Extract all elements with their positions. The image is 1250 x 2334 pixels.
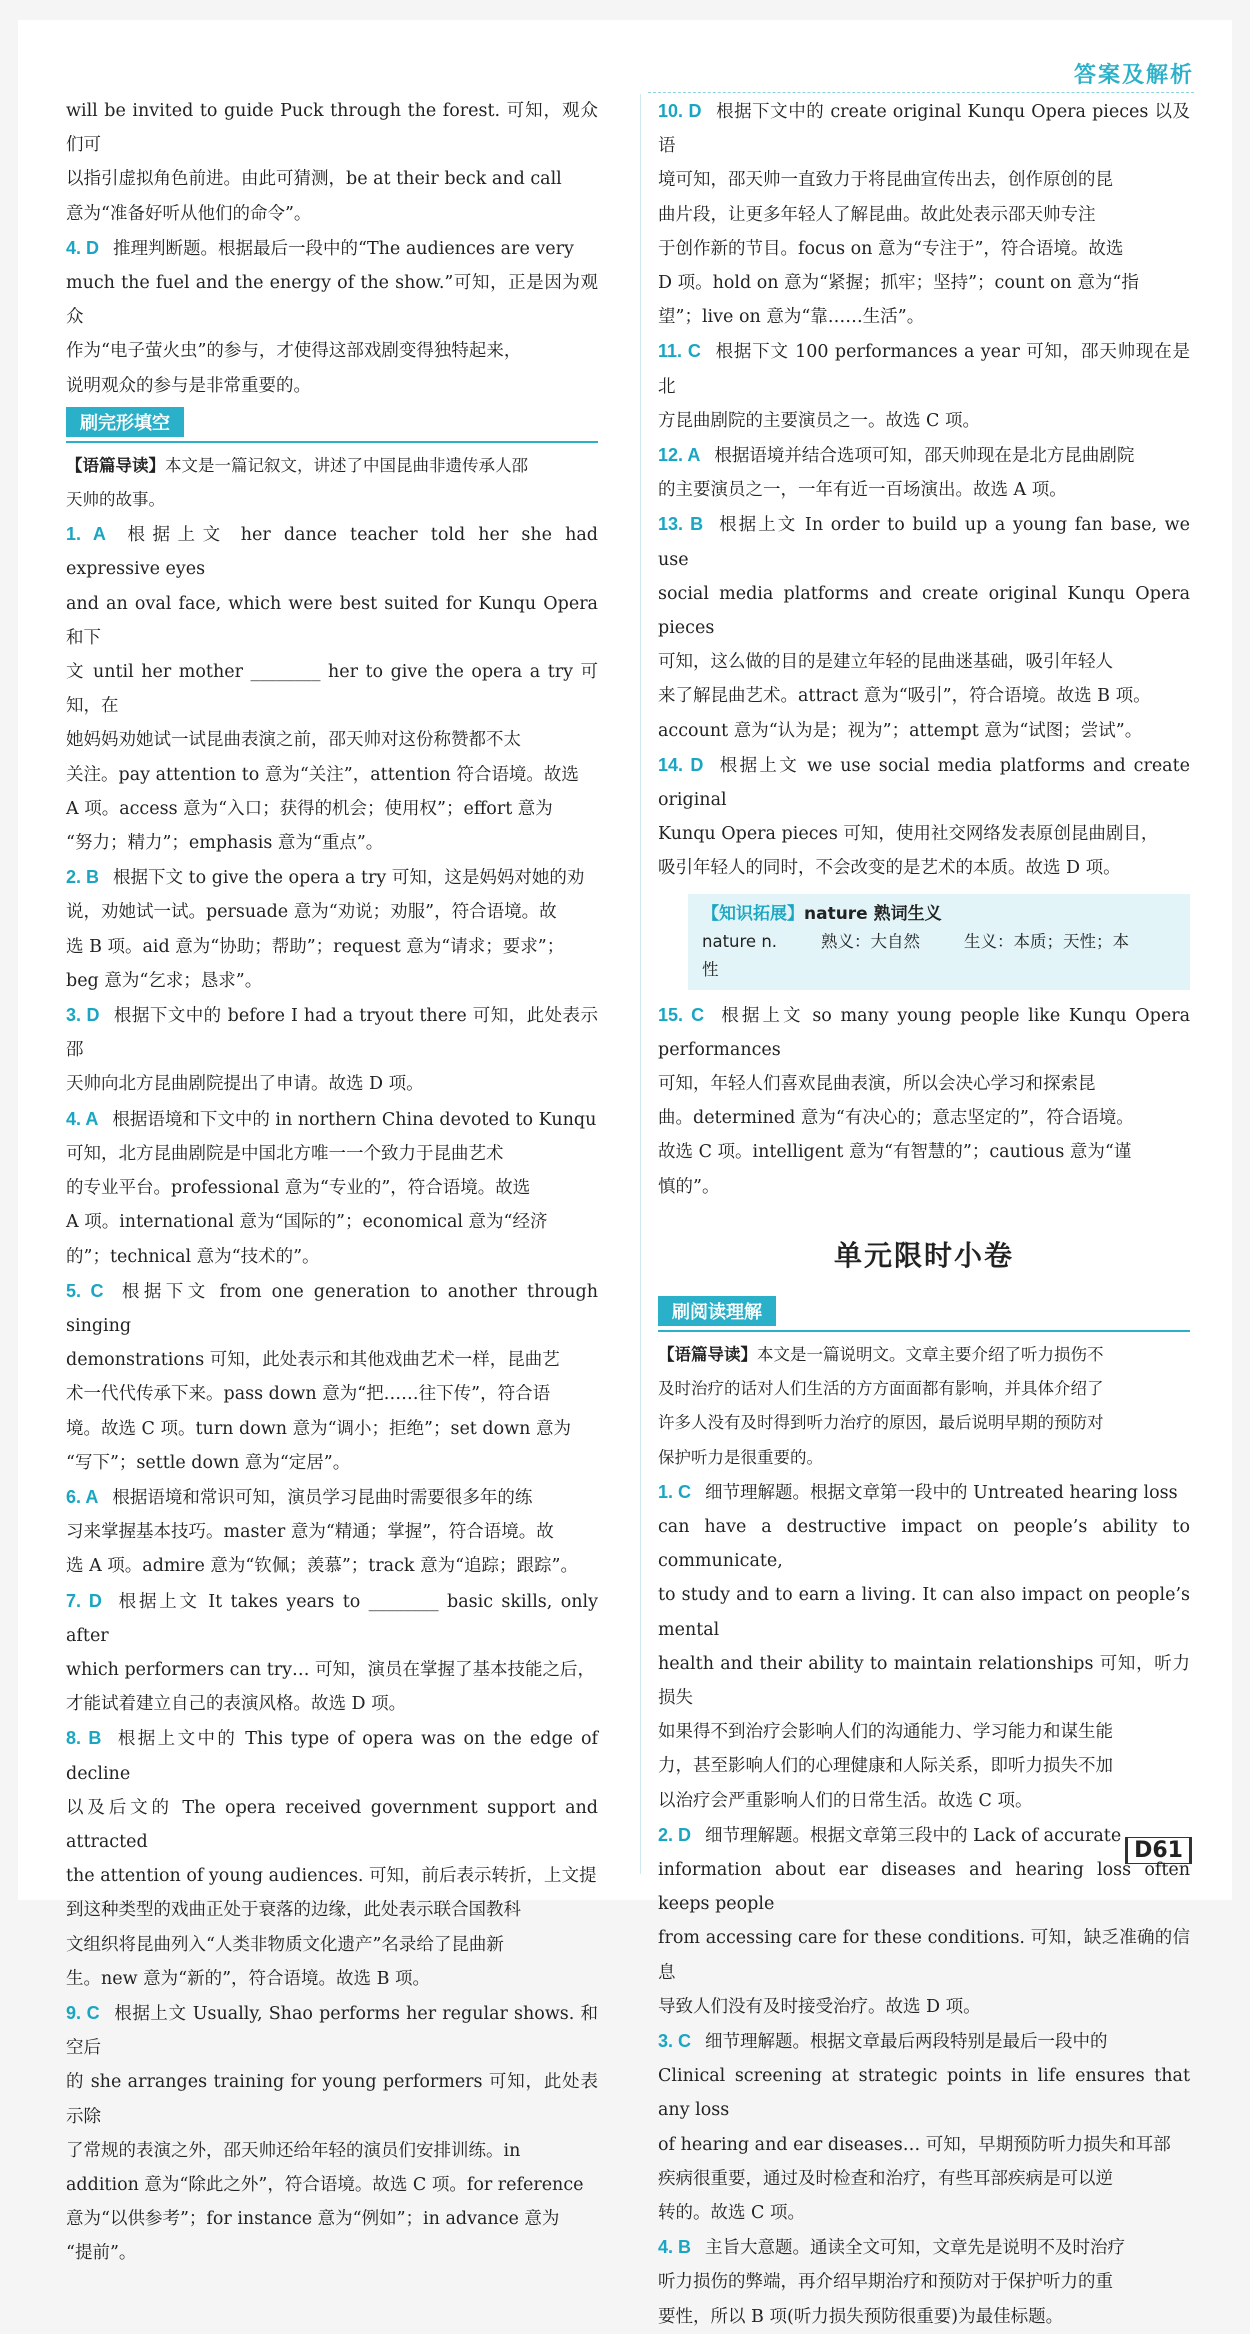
box-title: nature 熟词生义 bbox=[804, 903, 942, 924]
answer-number: 15. C bbox=[658, 1004, 705, 1025]
answer-line: 根据上文 It takes years to ________ basic skills, only after bbox=[66, 1591, 599, 1646]
answer-line: which performers can try… 可知，演员在掌握了基本技能之后， bbox=[66, 1659, 596, 1680]
unit-title: 单元限时小卷 bbox=[833, 1238, 1014, 1272]
intro-line: will be invited to guide Puck through the forest. 可知，观众们可 bbox=[66, 101, 598, 156]
answer-line: 根据下文 to give the opera a try 可知，这是妈妈对她的劝 bbox=[113, 868, 585, 889]
answer-line: 望”；live on 意为“靠……生活”。 bbox=[658, 307, 925, 328]
answer-list bbox=[658, 94, 1190, 886]
answer-line: from accessing care for these conditions. 可知，缺乏准确的信息 bbox=[658, 1928, 1190, 1983]
answer-item bbox=[66, 1584, 598, 1722]
answer-line: 境可知，邵天帅一直致力于将昆曲宣传出去，创作原创的昆 bbox=[658, 170, 1113, 191]
answer-line: 可知，北方昆曲剧院是中国北方唯一一个致力于昆曲艺术 bbox=[66, 1143, 504, 1164]
answer-line: 术一代代传承下来。pass down 意为“把……往下传”，符合语 bbox=[66, 1384, 551, 1405]
answer-item bbox=[66, 998, 598, 1102]
answer-list bbox=[658, 1475, 1190, 2334]
passage-guide bbox=[66, 449, 598, 517]
answer-line: much the fuel and the energy of the show.”可知，正是因为观众 bbox=[66, 273, 598, 328]
header-divider bbox=[648, 92, 1194, 93]
answer-item bbox=[658, 998, 1190, 1204]
answer-line: 根据上文 we use social media platforms and create original bbox=[658, 755, 1190, 811]
answer-item bbox=[66, 1721, 598, 1996]
answer-item bbox=[66, 1274, 598, 1480]
answer-list bbox=[66, 517, 598, 2270]
page bbox=[18, 20, 1232, 2327]
answer-line: 要性，所以 B 项(听力损失预防很重要)为最佳标题。 bbox=[658, 2306, 1064, 2327]
answer-item bbox=[658, 334, 1190, 438]
intro-line: 以指引虚拟角色前进。由此可猜测，be at their beck and call bbox=[66, 169, 562, 190]
guide-line: 许多人没有及时得到听力治疗的原因，最后说明早期的预防对 bbox=[658, 1413, 1104, 1433]
box-new: 生义：本质；天性；本性 bbox=[702, 931, 1130, 979]
answer-line: information about ear diseases and hearing loss often keeps people bbox=[658, 1859, 1190, 1915]
answer-line: 曲片段，让更多年轻人了解昆曲。故此处表示邵天帅专注 bbox=[658, 204, 1096, 225]
answer-line: “提前”。 bbox=[66, 2243, 137, 2264]
answer-number: 8. B bbox=[66, 1728, 102, 1749]
box-word: nature n. bbox=[702, 931, 778, 951]
answer-number: 1. A bbox=[66, 524, 106, 545]
answer-line: 说，劝她试一试。persuade 意为“劝说；劝服”，符合语境。故 bbox=[66, 902, 557, 923]
answer-item bbox=[66, 1480, 598, 1584]
answer-number: 5. C bbox=[66, 1280, 104, 1301]
answer-line: 根据下文 100 performances a year 可知，邵天帅现在是北 bbox=[658, 342, 1190, 397]
answer-number: 4. D bbox=[66, 237, 100, 258]
answer-line: 根据下文中的 before I had a tryout there 可知，此处表示邵 bbox=[66, 1006, 598, 1061]
answer-line: 疾病很重要，通过及时检查和治疗，有些耳部疾病是可以逆 bbox=[658, 2168, 1113, 2189]
left-column bbox=[66, 94, 598, 2271]
answer-line: 作为“电子萤火虫”的参与，才使得这部戏剧变得独特起来， bbox=[66, 341, 522, 362]
answer-item bbox=[658, 1475, 1190, 1818]
answer-line: 天帅向北方昆曲剧院提出了申请。故选 D 项。 bbox=[66, 1074, 424, 1095]
answer-line: 关注。pay attention to 意为“关注”，attention 符合语境。故选 bbox=[66, 764, 579, 785]
answer-number: 13. B bbox=[658, 514, 704, 535]
answer-line: 可知，年轻人们喜欢昆曲表演，所以会决心学习和探索昆 bbox=[658, 1074, 1096, 1095]
answer-number: 4. B bbox=[658, 2237, 692, 2258]
answer-number: 1. C bbox=[658, 1481, 692, 1502]
answer-line: 文 until her mother ________ her to give the opera a try 可知，在 bbox=[66, 662, 598, 717]
answer-number: 11. C bbox=[658, 341, 701, 362]
answer-line: addition 意为“除此之外”，符合语境。故选 C 项。for reference bbox=[66, 2174, 584, 2195]
answer-line: account 意为“认为是；视为”；attempt 意为“试图；尝试”。 bbox=[658, 720, 1143, 741]
guide-label: 【语篇导读】 bbox=[658, 1344, 757, 1364]
guide-line: 本文是一篇记叙文，讲述了中国昆曲非遗传承人邵 bbox=[165, 455, 528, 475]
answer-line: 文组织将昆曲列入“人类非物质文化遗产”名录给了昆曲新 bbox=[66, 1934, 504, 1955]
answer-line: 根据语境和常识可知，演员学习昆曲时需要很多年的练 bbox=[112, 1487, 533, 1508]
answer-line: “写下”；settle down 意为“定居”。 bbox=[66, 1452, 351, 1473]
answer-line: 才能试着建立自己的表演风格。故选 D 项。 bbox=[66, 1694, 407, 1715]
answer-line: of hearing and ear diseases… 可知，早期预防听力损失和耳部 bbox=[658, 2134, 1171, 2155]
answer-list bbox=[658, 998, 1190, 1204]
column-divider bbox=[640, 94, 641, 1874]
answer-line: 转的。故选 C 项。 bbox=[658, 2202, 806, 2223]
answer-line: 细节理解题。根据文章最后两段特别是最后一段中的 bbox=[705, 2031, 1108, 2052]
answer-number: 3. D bbox=[66, 1005, 100, 1026]
answer-line: 导致人们没有及时接受治疗。故选 D 项。 bbox=[658, 1996, 981, 2017]
answer-number: 7. D bbox=[66, 1590, 102, 1611]
answer-item bbox=[658, 1818, 1190, 2024]
answer-number: 3. C bbox=[658, 2030, 692, 2051]
answer-line: 推理判断题。根据最后一段中的“The audiences are very bbox=[113, 238, 574, 259]
answer-line: 以及后文的 The opera received government support and attracted bbox=[66, 1797, 598, 1852]
answer-number: 10. D bbox=[658, 101, 702, 121]
answer-line: Kunqu Opera pieces 可知，使用社交网络发表原创昆曲剧目， bbox=[658, 824, 1159, 845]
answer-number: 2. D bbox=[658, 1824, 692, 1845]
answer-line: 的主要演员之一，一年有近一百场演出。故选 A 项。 bbox=[658, 480, 1067, 501]
answer-line: A 项。access 意为“入口；获得的机会；使用权”；effort 意为 bbox=[66, 798, 553, 819]
answer-line: beg 意为“乞求；恳求”。 bbox=[66, 970, 263, 991]
answer-line: “努力；精力”；emphasis 意为“重点”。 bbox=[66, 833, 384, 854]
answer-line: 根据上文中的 This type of opera was on the edge of decline bbox=[66, 1729, 598, 1784]
answer-line: 选 A 项。admire 意为“钦佩；羡慕”；track 意为“追踪；跟踪”。 bbox=[66, 1556, 578, 1577]
guide-line: 保护听力是很重要的。 bbox=[658, 1447, 823, 1467]
answer-item bbox=[66, 1102, 598, 1274]
answer-line: 来了解昆曲艺术。attract 意为“吸引”，符合语境。故选 B 项。 bbox=[658, 686, 1151, 707]
answer-line: 曲。determined 意为“有决心的；意志坚定的”，符合语境。 bbox=[658, 1108, 1134, 1129]
answer-number: 2. B bbox=[66, 867, 100, 888]
answer-line: 选 B 项。aid 意为“协助；帮助”；request 意为“请求；要求”； bbox=[66, 936, 565, 957]
answer-line: 了常规的表演之外，邵天帅还给年轻的演员们安排训练。in bbox=[66, 2140, 521, 2161]
knowledge-box bbox=[688, 894, 1190, 990]
guide-line: 及时治疗的话对人们生活的方方面面都有影响，并具体介绍了 bbox=[658, 1379, 1104, 1399]
answer-line: 生。new 意为“新的”，符合语境。故选 B 项。 bbox=[66, 1968, 431, 1989]
answer-line: 方昆曲剧院的主要演员之一。故选 C 项。 bbox=[658, 410, 981, 431]
answer-line: to study and to earn a living. It can also impact on people’s mental bbox=[658, 1585, 1190, 1640]
answer-line: can have a destructive impact on people’s ability to communicate, bbox=[658, 1516, 1190, 1572]
answer-line: 的专业平台。professional 意为“专业的”，符合语境。故选 bbox=[66, 1178, 531, 1199]
answer-line: 主旨大意题。通读全文可知，文章先是说明不及时治疗 bbox=[705, 2238, 1126, 2259]
answer-line: 说明观众的参与是非常重要的。 bbox=[66, 375, 311, 396]
guide-label: 【语篇导读】 bbox=[66, 455, 165, 475]
answer-number: 14. D bbox=[658, 754, 704, 775]
answer-item bbox=[66, 860, 598, 998]
page-number: D61 bbox=[1125, 1837, 1192, 1864]
answer-line: 可知，这么做的目的是建立年轻的昆曲迷基础，吸引年轻人 bbox=[658, 652, 1113, 673]
answer-line: 的 she arranges training for young performers 可知，此处表示除 bbox=[66, 2072, 598, 2127]
section-header bbox=[658, 1292, 1190, 1332]
answer-item bbox=[658, 438, 1190, 507]
answer-line: 境。故选 C 项。turn down 意为“调小；拒绝”；set down 意为 bbox=[66, 1418, 571, 1439]
answer-line: 慎的”。 bbox=[658, 1176, 720, 1197]
answer-line: and an oval face, which were best suited for Kunqu Opera 和下 bbox=[66, 593, 598, 648]
answer-line: 听力损伤的弊端，再介绍早期治疗和预防对于保护听力的重 bbox=[658, 2272, 1113, 2293]
answer-line: 根据上文 so many young people like Kunqu Opera performances bbox=[658, 1005, 1191, 1060]
answer-line: 细节理解题。根据文章第一段中的 Untreated hearing loss bbox=[705, 1482, 1178, 1503]
answer-item bbox=[658, 507, 1190, 747]
answer-line: 意为“以供参考”；for instance 意为“例如”；in advance 意为 bbox=[66, 2209, 560, 2230]
answer-line: 根据语境并结合选项可知，邵天帅现在是北方昆曲剧院 bbox=[714, 446, 1135, 467]
answer-line: 根据下文中的 create original Kunqu Opera pieces 以及语 bbox=[658, 102, 1190, 157]
answer-item bbox=[66, 517, 598, 860]
answer-line: 习来掌握基本技巧。master 意为“精通；掌握”，符合语境。故 bbox=[66, 1522, 554, 1543]
answer-number: 6. A bbox=[66, 1486, 99, 1507]
answer-line: 她妈妈劝她试一试昆曲表演之前，邵天帅对这份称赞都不太 bbox=[66, 730, 521, 751]
answer-line: 根据上文 her dance teacher told her she had expressive eyes bbox=[66, 525, 598, 580]
answer-line: 根据语境和下文中的 in northern China devoted to Kunqu bbox=[112, 1109, 597, 1130]
answer-item bbox=[658, 2024, 1190, 2230]
answer-line: Clinical screening at strategic points in life ensures that any loss bbox=[658, 2066, 1190, 2121]
answer-line: D 项。hold on 意为“紧握；抓牢；坚持”；count on 意为“指 bbox=[658, 273, 1139, 294]
answer-line: 于创作新的节目。focus on 意为“专注于”，符合语境。故选 bbox=[658, 238, 1124, 259]
intro-line: 意为“准备好听从他们的命令”。 bbox=[66, 203, 312, 224]
answer-item bbox=[658, 2230, 1190, 2334]
intro-text bbox=[66, 94, 598, 231]
box-tag: 【知识拓展】 bbox=[702, 903, 804, 924]
guide-line: 本文是一篇说明文。文章主要介绍了听力损伤不 bbox=[757, 1344, 1104, 1364]
header-title: 答案及解析 bbox=[1073, 63, 1194, 88]
answer-line: 根据上文 Usually, Shao performs her regular shows. 和空后 bbox=[66, 2003, 598, 2059]
answer-item bbox=[658, 94, 1190, 334]
answer-line: social media platforms and create original Kunqu Opera pieces bbox=[658, 583, 1190, 639]
answer-line: 力，甚至影响人们的心理健康和人际关系，即听力损失不加 bbox=[658, 1756, 1113, 1777]
answer-number: 9. C bbox=[66, 2002, 100, 2023]
right-column bbox=[658, 94, 1190, 2334]
answer-number: 4. A bbox=[66, 1108, 99, 1129]
answer-line: 以治疗会严重影响人们的日常生活。故选 C 项。 bbox=[658, 1790, 1033, 1811]
answer-number: 12. A bbox=[658, 445, 701, 466]
section-tag: 刷完形填空 bbox=[66, 407, 184, 437]
answer-line: health and their ability to maintain relationships 可知，听力损失 bbox=[658, 1653, 1190, 1708]
answer-line: 吸引年轻人的同时，不会改变的是艺术的本质。故选 D 项。 bbox=[658, 858, 1121, 879]
answer-line: demonstrations 可知，此处表示和其他戏曲艺术一样，昆曲艺 bbox=[66, 1350, 560, 1371]
answer-line: 细节理解题。根据文章第三段中的 Lack of accurate bbox=[705, 1825, 1122, 1846]
answer-line: 故选 C 项。intelligent 意为“有智慧的”；cautious 意为“谨 bbox=[658, 1142, 1132, 1163]
answer-item bbox=[66, 231, 598, 403]
passage-guide bbox=[658, 1338, 1190, 1475]
answer-item bbox=[66, 1996, 598, 2271]
answer-line: 根据下文 from one generation to another through singing bbox=[66, 1281, 598, 1336]
guide-line: 天帅的故事。 bbox=[66, 490, 165, 510]
answer-item bbox=[658, 748, 1190, 886]
answer-line: the attention of young audiences. 可知，前后表示转折，上文提 bbox=[66, 1866, 597, 1887]
section-header bbox=[66, 403, 598, 443]
answer-line: A 项。international 意为“国际的”；economical 意为“经济 bbox=[66, 1212, 548, 1233]
answer-line: 根据上文 In order to build up a young fan base, we use bbox=[658, 515, 1190, 570]
answer-line: 的”；technical 意为“技术的”。 bbox=[66, 1246, 320, 1267]
section-tag: 刷阅读理解 bbox=[658, 1296, 776, 1326]
box-familiar: 熟义：大自然 bbox=[821, 931, 921, 951]
answer-line: 到这种类型的戏曲正处于衰落的边缘，此处表示联合国教科 bbox=[66, 1900, 521, 1921]
answer-line: 如果得不到治疗会影响人们的沟通能力、学习能力和谋生能 bbox=[658, 1722, 1113, 1743]
